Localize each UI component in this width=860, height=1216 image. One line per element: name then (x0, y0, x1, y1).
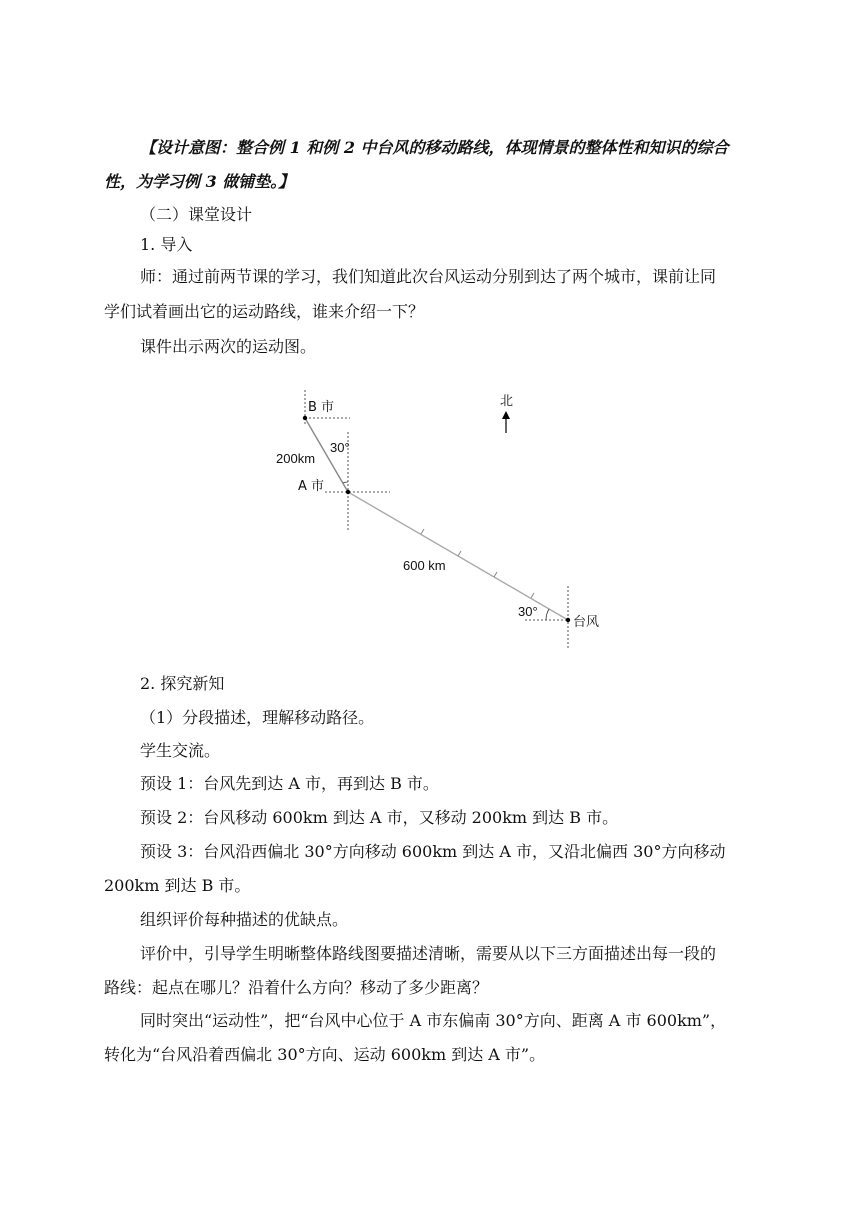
highlight-line2: 转化为“台风沿着西偏北 30°方向、运动 600km 到达 A 市”。 (104, 1045, 546, 1064)
label-b-city: B 市 (308, 400, 335, 415)
label-a-city: A 市 (298, 479, 325, 494)
angle-arc-at-a (343, 482, 348, 483)
step2-heading: 2. 探究新知 (140, 674, 225, 693)
section-heading: （二）课堂设计 (140, 205, 253, 224)
preset1-line: 预设 1：台风先到达 A 市，再到达 B 市。 (140, 774, 439, 793)
preset2-line: 预设 2：台风移动 600km 到达 A 市，又移动 200km 到达 B 市。 (140, 808, 619, 827)
point-b-city (303, 416, 307, 420)
label-200km: 200km (276, 451, 316, 466)
label-angle-top: 30° (330, 440, 350, 455)
sub1-heading: （1）分段描述，理解移动路径。 (140, 708, 375, 727)
evaluate-line: 组织评价每种描述的优缺点。 (140, 910, 349, 929)
teacher-line2: 学们试着画出它的运动路线，谁来介绍一下？ (104, 302, 425, 321)
label-600km: 600 km (403, 558, 446, 573)
highlight-line1: 同时突出“运动性”，把“台风中心位于 A 市东偏南 30°方向、距离 A 市 600km”， (140, 1011, 727, 1030)
label-typhoon: 台风 (573, 615, 600, 630)
label-angle-bottom: 30° (518, 604, 538, 619)
guide-line2: 路线：起点在哪儿？沿着什么方向？移动了多少距离？ (104, 978, 489, 997)
guide-line1: 评价中，引导学生明晰整体路线图要描述清晰，需要从以下三方面描述出每一段的 (140, 944, 717, 963)
preset3-line2: 200km 到达 B 市。 (104, 876, 251, 895)
angle-arc-at-typhoon (546, 609, 549, 620)
preset3-line1: 预设 3：台风沿西偏北 30°方向移动 600km 到达 A 市，又沿北偏西 30°方向移动 (140, 842, 726, 861)
design-intent-line2: 性，为学习例 3 做铺垫。】 (104, 172, 295, 191)
point-typhoon (566, 618, 570, 622)
students-line: 学生交流。 (140, 741, 221, 760)
step1-heading: 1. 导入 (140, 235, 193, 254)
label-north: 北 (500, 394, 514, 409)
teacher-line1: 师：通过前两节课的学习，我们知道此次台风运动分别到达了两个城市，课前让同 (140, 267, 717, 286)
courseware-line: 课件出示两次的运动图。 (140, 337, 317, 356)
point-a-city (346, 490, 350, 494)
north-arrowhead-icon (502, 411, 510, 419)
design-intent-line1: 【设计意图：整合例 1 和例 2 中台风的移动路线，体现情景的整体性和知识的综合 (140, 138, 729, 157)
